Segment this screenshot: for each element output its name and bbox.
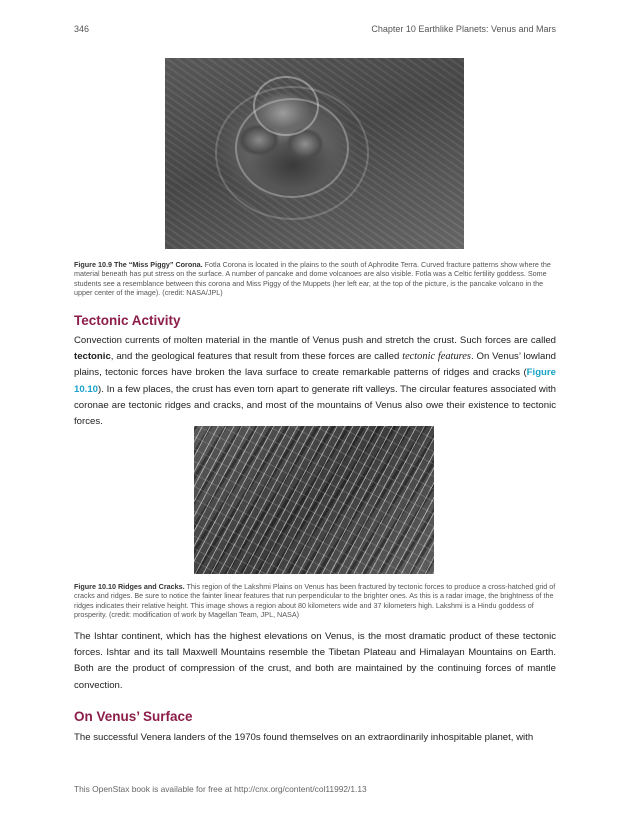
tectonic-text-3: . On Venus’ lowland plains, tectonic forces have broken the lava surface to create remarkable patterns of ridges and cracks (: [74, 351, 556, 379]
figure-10-10-caption: [74, 582, 556, 619]
figure-10-10-text: This region of the Lakshmi Plains on Venus has been fractured by tectonic forces to produce a cross-hatched grid of cracks and ridges. Be sure to notice the fainter linear features that run perpendicular to the brighter ones. As this is a radar image, the brightness of the ridges indicates their relative height. This image shows a region about 80 kilometers wide and 37 kilometers high. Lakshmi is a Hindu goddess of prosperity. (credit: modification of work by Magellan Team, JPL, NASA): [74, 582, 556, 619]
ishtar-paragraph: The Ishtar continent, which has the highest elevations on Venus, is the most dramatic product of these tectonic forces. Ishtar and its tall Maxwell Mountains resemble the Tibetan Plateau and Himalayan Mountains on Earth. Both are the product of compression of the crust, and both are maintained by the continuing forces of mantle convection.: [74, 631, 556, 691]
section-heading-tectonic-activity: Tectonic Activity: [74, 313, 181, 328]
figure-10-9-caption: [74, 260, 556, 297]
figure-10-9-label: Figure 10.9 The “Miss Piggy” Corona.: [74, 260, 203, 269]
tectonic-text-2: , and the geological features that result from these forces are called: [110, 351, 403, 363]
tectonic-text-1: Convection currents of molten material in the mantle of Venus push and stretch the crust. Such forces are called: [74, 335, 556, 346]
surface-paragraph: The successful Venera landers of the 1970s found themselves on an extraordinarily inhospitable planet, with: [74, 732, 534, 743]
term-tectonic: tectonic: [74, 351, 111, 363]
page-footer: This OpenStax book is available for free at http://cnx.org/content/col11992/1.13: [74, 784, 367, 794]
figure-10-10-label: Figure 10.10 Ridges and Cracks.: [74, 582, 185, 591]
section-heading-on-venus-surface: On Venus’ Surface: [74, 709, 193, 724]
chapter-title: Chapter 10 Earthlike Planets: Venus and Mars: [371, 24, 556, 34]
figure-10-10-link[interactable]: Figure 10.10: [74, 367, 556, 395]
figure-10-9-text: Fotla Corona is located in the plains to the south of Aphrodite Terra. Curved fracture patterns show where the material beneath has put stress on the surface. A number of pancake and dome volcanoes are also visible. Fotla was a Celtic fertility goddess. Some students see a resemblance between this corona and Miss Piggy of the Muppets (her left ear, at the top of the picture, is the pancake volcano in the upper center of the image). (credit: NASA/JPL): [74, 260, 551, 297]
tectonic-paragraph: [74, 333, 556, 430]
term-tectonic-features: tectonic features: [402, 351, 471, 363]
corona-ring: [215, 86, 369, 220]
miss-piggy-corona-image: [165, 58, 464, 249]
page-number: 346: [74, 24, 90, 34]
ridges-and-cracks-image: [194, 426, 434, 574]
tectonic-text-4: ). In a few places, the crust has even torn apart to generate rift valleys. The circular features associated with coronae are tectonic ridges and cracks, and most of the mountains of Venus also owe their existence to tectonic forces.: [74, 383, 556, 428]
